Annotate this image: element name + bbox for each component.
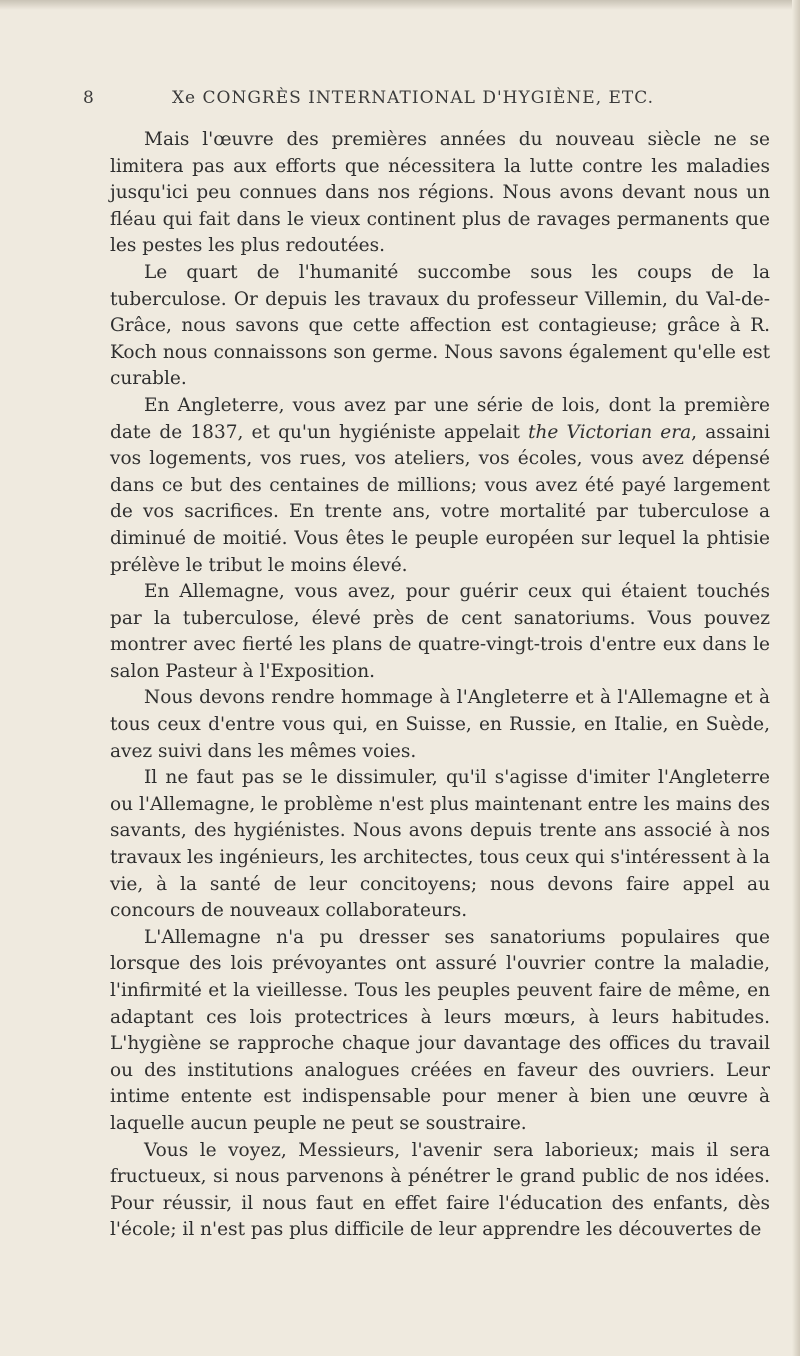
paragraph-3-before: En Angleterre, vous avez par une série de lois, dont la première date de 1837, et qu'un hygiéniste appelait — [110, 394, 770, 443]
running-header — [83, 88, 723, 114]
paragraph-4: En Allemagne, vous avez, pour guérir ceux qui étaient touchés par la tuberculose, élevé près de cent sanatoriums. Vous pouvez montrer avec fierté les plans de quatre-vingt-trois d'entre eux dans le salon Pasteur à l'Exposition. — [110, 581, 770, 682]
paragraph-2: Le quart de l'humanité succombe sous les coups de la tuberculose. Or depuis les travaux du professeur Villemin, du Val-de-Grâce, nous savons que cette affection est contagieuse; grâce à R. Koch nous connaissons son germe. Nous savons également qu'elle est curable. — [110, 261, 770, 390]
paragraph-3-after: , assaini vos logements, vos rues, vos ateliers, vos écoles, vous avez dépensé dans ce but des centaines de millions; vous avez été payé largement de vos sacrifices. En trente ans, votre mortalité par tuberculose a diminué de moitié. Vous êtes le peuple européen sur lequel la phtisie prélève le tribut le moins élevé. — [110, 421, 770, 576]
page-right-edge — [792, 0, 800, 1356]
body-text — [110, 127, 770, 1244]
paragraph-8: Vous le voyez, Messieurs, l'avenir sera laborieux; mais il sera fructueux, si nous parvenons à pénétrer le grand public de nos idées. Pour réussir, il nous faut en effet faire l'éducation des enfants, dès l'école; il n'est pas plus difficile de leur apprendre les découvertes de — [110, 1139, 770, 1241]
paragraph-5: Nous devons rendre hommage à l'Angleterre et à l'Allemagne et à tous ceux d'entre vous qui, en Suisse, en Russie, en Italie, en Suède, avez suivi dans les mêmes voies. — [110, 687, 770, 762]
paragraph-7: L'Allemagne n'a pu dresser ses sanatoriums populaires que lorsque des lois prévoyantes ont assuré l'ouvrier contre la maladie, l'infirmité et la vieillesse. Tous les peuples peuvent faire de même, en adaptant ces lois protectrices à leurs mœurs, à leurs habitudes. L'hygiène se rapproche chaque jour davantage des offices du travail ou des institutions analogues créées en faveur des ouvriers. Leur intime entente est indispensable pour mener à bien une œuvre à laquelle aucun peuple ne peut se soustraire. — [110, 926, 770, 1134]
page-number: 8 — [83, 88, 95, 108]
paragraph-3-italic: the Victorian era — [528, 421, 692, 443]
paragraph-1: Mais l'œuvre des premières années du nouveau siècle ne se limitera pas aux efforts que nécessitera la lutte contre les maladies jusqu'ici peu connues dans nos régions. Nous avons devant nous un fléau qui fait dans le vieux continent plus de ravages permanents que les pestes les plus redoutées. — [110, 129, 770, 257]
page-top-edge — [0, 0, 800, 10]
paragraph-3 — [110, 393, 770, 579]
running-title: Xe CONGRÈS INTERNATIONAL D'HYGIÈNE, ETC. — [171, 88, 655, 108]
paragraph-6: Il ne faut pas se le dissimuler, qu'il s'agisse d'imiter l'Angleterre ou l'Allemagne, le problème n'est plus maintenant entre les mains des savants, des hygiénistes. Nous avons depuis trente ans associé à nos travaux les ingénieurs, les architectes, tous ceux qui s'intéressent à la vie, à la santé de leur concitoyens; nous devons faire appel au concours de nouveaux collaborateurs. — [110, 767, 770, 922]
